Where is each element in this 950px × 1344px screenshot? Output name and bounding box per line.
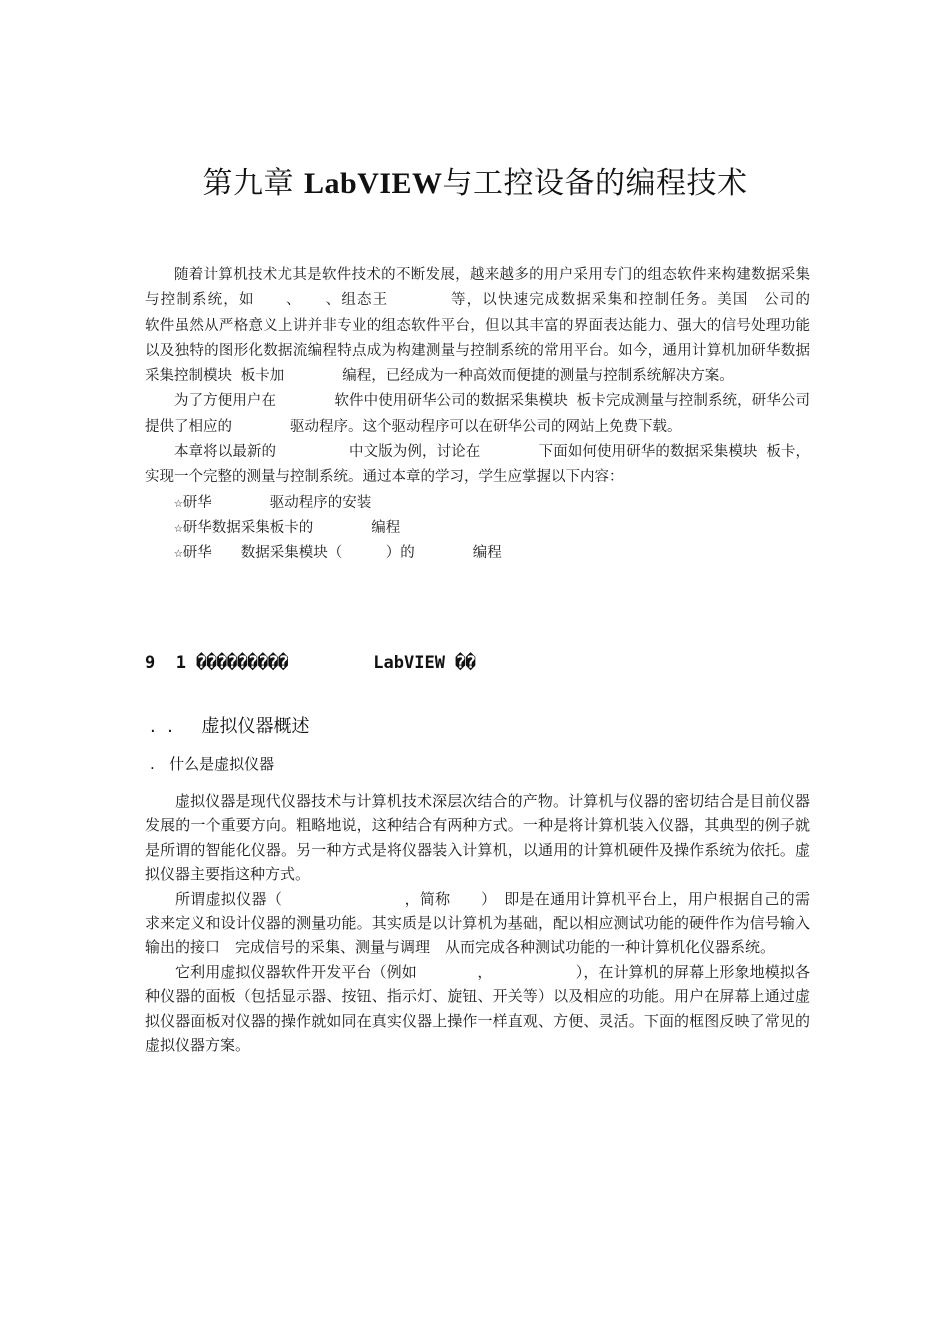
body-paragraph: 虚拟仪器是现代仪器技术与计算机技术深层次结合的产物。计算机与仪器的密切结合是目前仪器发展的一个重要方向。粗略地说，这种结合有两种方式。一种是将计算机装入仪器，其典型的例子就是所谓的智能化仪器。另一种方式是将仪器装入计算机，以通用的计算机硬件及操作系统为依托。虚拟仪器主要指这种方式。 xyxy=(145,792,810,884)
body-paragraph: 所谓虚拟仪器（ ，简称 ） 即是在通用计算机平台上，用户根据自己的需求来定义和设计仪器的测量功能。其实质是以计算机为基础，配以相应测试功能的硬件作为信号输入输出的接口 完成信号的采集、测量与调理 从而完成各种测试功能的一种计算机化仪器系统。 xyxy=(145,889,810,957)
intro-paragraph: 本章将以最新的 中文版为例，讨论在 下面如何使用研华的数据采集模块 板卡，实现一个完整的测量与控制系统。通过本章的学习，学生应掌握以下内容： xyxy=(145,444,810,486)
chapter-intro xyxy=(145,263,868,567)
learning-goal-item: ☆研华数据采集板卡的 编程 xyxy=(174,519,401,536)
learning-goal-item: ☆研华 数据采集模块（ ）的 编程 xyxy=(174,545,502,562)
subsubsection-heading: . 什么是虚拟仪器 xyxy=(150,755,275,773)
intro-paragraph: 为了方便用户在 软件中使用研华公司的数据采集模块 板卡完成测量与控制系统，研华公司提供了相应的 驱动程序。这个驱动程序可以在研华公司的网站上免费下载。 xyxy=(145,393,810,435)
subsection-heading: . . 虚拟仪器概述 xyxy=(150,716,310,737)
section-heading: 9 1 ��������� LabVIEW �� xyxy=(145,653,476,673)
chapter-title-prefix: 第九章 xyxy=(202,166,304,201)
section-body xyxy=(145,789,810,1057)
chapter-title xyxy=(0,158,950,202)
body-paragraph: 它利用虚拟仪器软件开发平台（例如 ， ），在计算机的屏幕上形象地模拟各种仪器的面板（包括显示器、按钮、指示灯、旋钮、开关等）以及相应的功能。用户在屏幕上通过虚拟仪器面板对仪器的操作就如同在真实仪器上操作一样直观、方便、灵活。下面的框图反映了常见的虚拟仪器方案。 xyxy=(145,962,810,1055)
intro-paragraph: 随着计算机技术尤其是软件技术的不断发展，越来越多的用户采用专门的组态软件来构建数据采集与控制系统，如 、 、组态王 等，以快速完成数据采集和控制任务。美国 公司的 软件虽然从严格意义上讲并非专业的组态软件平台，但以其丰富的界面表达能力、强大的信号处理功能以及独特的图形化数据流编程特点成为构建测量与控制系统的常用平台。如今，通用计算机加研华数据采集控制模块 板卡加 编程，已经成为一种高效而便捷的测量与控制系统解决方案。 xyxy=(145,267,868,385)
learning-goal-item: ☆研华 驱动程序的安装 xyxy=(174,494,372,511)
chapter-title-suffix: 与工控设备的编程技术 xyxy=(442,166,748,201)
chapter-title-labview: LabVIEW xyxy=(304,167,443,200)
